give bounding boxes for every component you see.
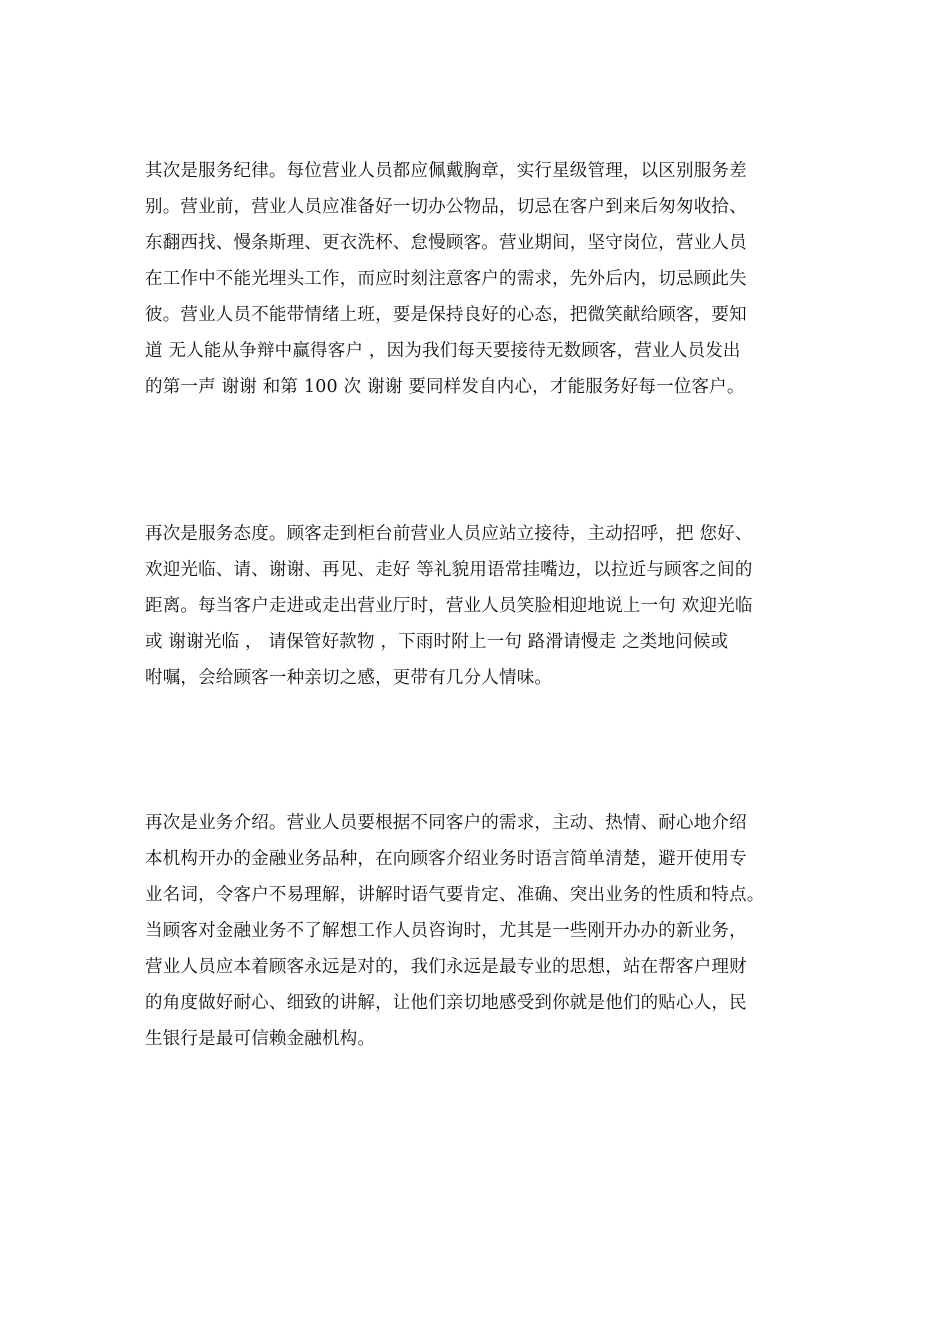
paragraph-line: 咐嘱，会给顾客一种亲切之感，更带有几分人情味。 [145,668,553,688]
paragraph-line: 营业人员应本着顾客永远是对的，我们永远是最专业的思想，站在帮客户理财 [145,957,747,977]
paragraph-line: 业名词，令客户不易理解，讲解时语气要肯定、准确、突出业务的性质和特点。 [145,885,765,905]
paragraph-line: 的角度做好耐心、细致的讲解，让他们亲切地感受到你就是他们的贴心人，民 [145,993,747,1013]
paragraph-line: 在工作中不能光埋头工作，而应时刻注意客户的需求，先外后内，切忌顾此失 [145,269,747,289]
paragraph-line: 再次是服务态度。顾客走到柜台前营业人员应站立接待，主动招呼，把 您好、 [145,524,753,544]
paragraph-line: 东翻西找、慢条斯理、更衣洗杯、怠慢顾客。营业期间，坚守岗位，营业人员 [145,233,747,253]
paragraph-line: 道 无人能从争辩中赢得客户 ，因为我们每天要接待无数顾客，营业人员发出 [145,341,741,361]
paragraph-line: 其次是服务纪律。每位营业人员都应佩戴胸章，实行星级管理，以区别服务差 [145,161,747,181]
paragraph-line: 别。营业前，营业人员应准备好一切办公物品，切忌在客户到来后匆匆收拾、 [145,197,747,217]
paragraph-line: 再次是业务介绍。营业人员要根据不同客户的需求，主动、热情、耐心地介绍 [145,813,747,833]
paragraph-line: 距离。每当客户走进或走出营业厅时，营业人员笑脸相迎地说上一句 欢迎光临 [145,596,753,616]
paragraph-line: 生银行是最可信赖金融机构。 [145,1029,376,1049]
paragraph-line: 当顾客对金融业务不了解想工作人员咨询时，尤其是一些刚开办办的新业务， [145,921,747,941]
paragraph-line: 或 谢谢光临 ， 请保管好款物 ，下雨时附上一句 路滑请慢走 之类地问候或 [145,632,729,652]
paragraph-line: 欢迎光临、请、谢谢、再见、走好 等礼貌用语常挂嘴边，以拉近与顾客之间的 [145,560,753,580]
paragraph-line: 的第一声 谢谢 和第 100 次 谢谢 要同样发自内心，才能服务好每一位客户。 [145,377,745,397]
paragraph-line: 本机构开办的金融业务品种，在向顾客介绍业务时语言简单清楚，避开使用专 [145,849,747,869]
paragraph-service-discipline [145,153,813,405]
paragraph-business-introduction [145,805,813,1057]
paragraph-service-attitude [145,516,813,696]
paragraph-line: 彼。营业人员不能带情绪上班，要是保持良好的心态，把微笑献给顾客，要知 [145,305,747,325]
